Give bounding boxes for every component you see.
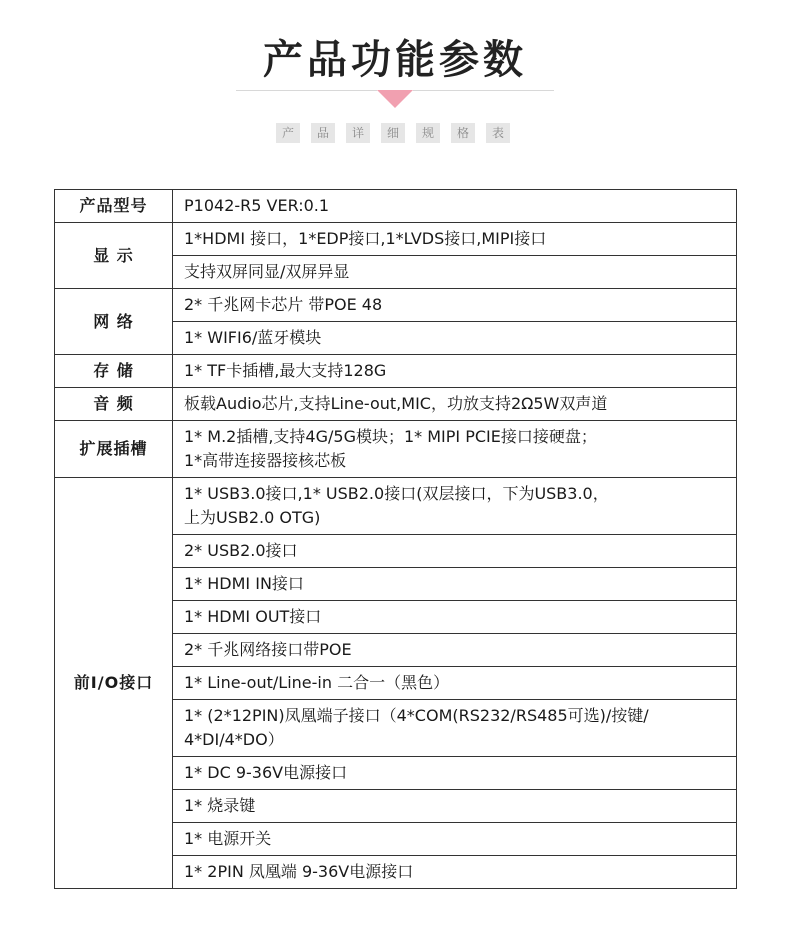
row-value: 支持双屏同显/双屏异显: [173, 256, 737, 289]
table-row: [55, 223, 737, 256]
subtitle-boxes: [276, 123, 510, 143]
table-row: [55, 355, 737, 388]
table-row: [55, 190, 737, 223]
row-value: 2* 千兆网卡芯片 带POE 48: [173, 289, 737, 322]
row-value: 板载Audio芯片,支持Line-out,MIC，功放支持2Ω5W双声道: [173, 388, 737, 421]
row-value: 1* (2*12PIN)凤凰端子接口（4*COM(RS232/RS485可选)/按键/ 4*DI/4*DO）: [173, 700, 737, 757]
row-label: 网 络: [55, 289, 173, 355]
row-value: 1* 电源开关: [173, 823, 737, 856]
row-value: 1* WIFI6/蓝牙模块: [173, 322, 737, 355]
title-divider-left: [236, 90, 377, 91]
row-value: 1*HDMI 接口，1*EDP接口,1*LVDS接口,MIPI接口: [173, 223, 737, 256]
page-title: 产品功能参数: [263, 37, 527, 83]
table-row: [55, 478, 737, 535]
row-label: 存 储: [55, 355, 173, 388]
row-value: 1* HDMI IN接口: [173, 568, 737, 601]
subtitle-char: 品: [311, 123, 335, 143]
row-value: 2* 千兆网络接口带POE: [173, 634, 737, 667]
spec-table: [54, 189, 737, 889]
row-value: 1* USB3.0接口,1* USB2.0接口(双层接口，下为USB3.0， 上为USB2.0 OTG): [173, 478, 737, 535]
subtitle-char: 细: [381, 123, 405, 143]
subtitle-char: 产: [276, 123, 300, 143]
row-value: 2* USB2.0接口: [173, 535, 737, 568]
row-label: 扩展插槽: [55, 421, 173, 478]
row-label: 前I/O接口: [55, 478, 173, 889]
subtitle-char: 详: [346, 123, 370, 143]
table-row: [55, 388, 737, 421]
subtitle-char: 规: [416, 123, 440, 143]
row-label: 音 频: [55, 388, 173, 421]
row-value: 1* 烧录键: [173, 790, 737, 823]
row-value: 1* HDMI OUT接口: [173, 601, 737, 634]
row-value: P1042-R5 VER:0.1: [173, 190, 737, 223]
table-row: [55, 289, 737, 322]
title-divider-right: [413, 90, 554, 91]
subtitle-char: 表: [486, 123, 510, 143]
row-label: 产品型号: [55, 190, 173, 223]
table-row: [55, 421, 737, 478]
row-value: 1* M.2插槽,支持4G/5G模块；1* MIPI PCIE接口接硬盘； 1*高带连接器接核芯板: [173, 421, 737, 478]
row-value: 1* 2PIN 凤凰端 9-36V电源接口: [173, 856, 737, 889]
subtitle-char: 格: [451, 123, 475, 143]
pink-triangle-icon: [377, 90, 413, 108]
row-value: 1* Line-out/Line-in 二合一（黑色）: [173, 667, 737, 700]
row-label: 显 示: [55, 223, 173, 289]
row-value: 1* DC 9-36V电源接口: [173, 757, 737, 790]
row-value: 1* TF卡插槽,最大支持128G: [173, 355, 737, 388]
